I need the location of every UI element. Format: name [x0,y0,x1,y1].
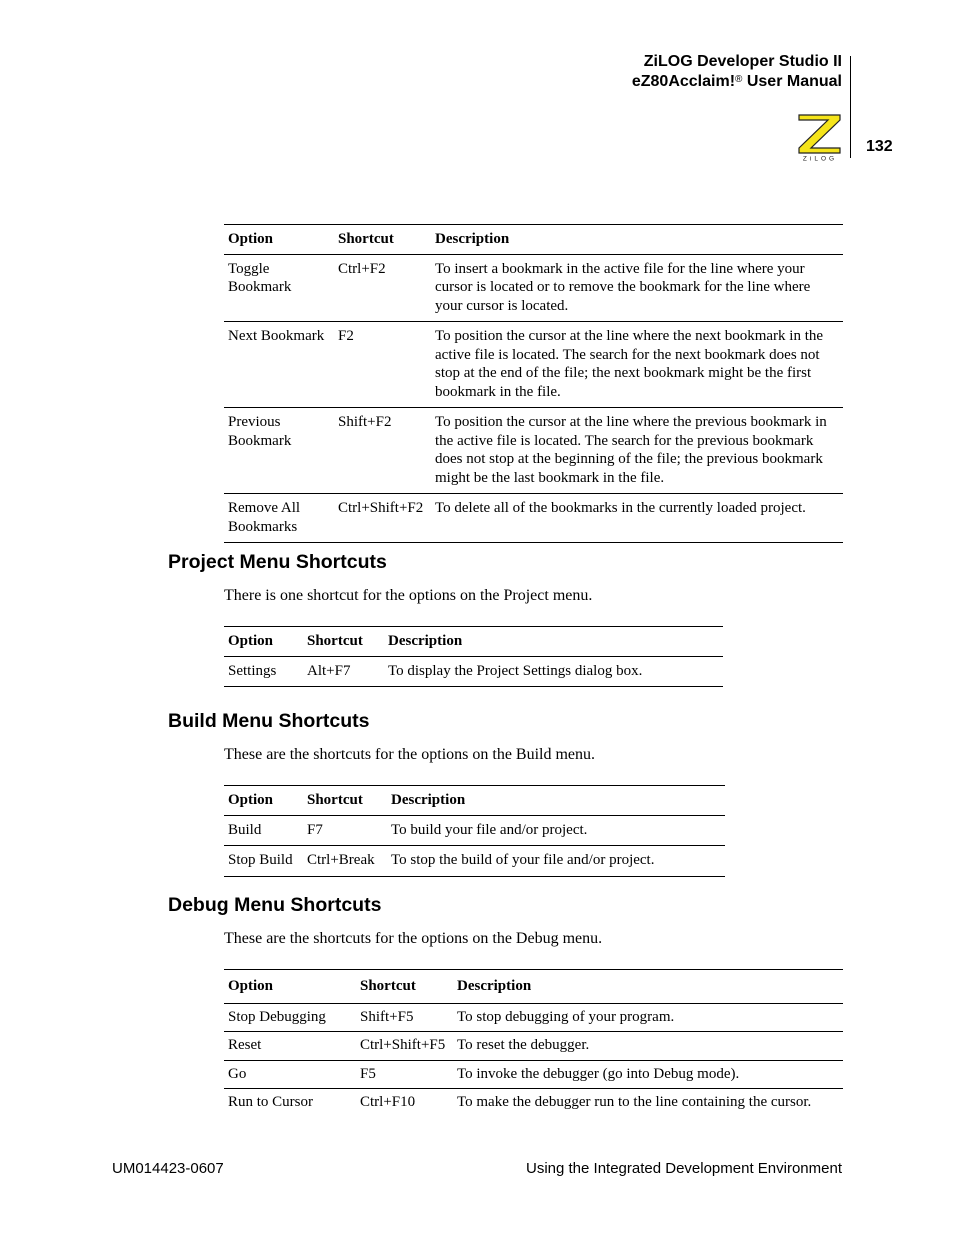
project-shortcuts-table [224,626,723,687]
shortcut-cell: F2 [334,322,431,408]
column-header-description: Description [387,786,725,816]
footer-document-id: UM014423-0607 [112,1160,224,1177]
table-header-row [224,970,843,1004]
header-divider [850,56,851,158]
description-cell: To make the debugger run to the line containing the cursor. [457,1094,812,1110]
bookmark-shortcuts-table [224,224,843,543]
shortcut-cell: Shift+F2 [334,408,431,494]
table-row [224,1032,843,1061]
page-number: 132 [866,138,893,155]
column-header-shortcut: Shortcut [303,786,387,816]
table-row [224,254,843,322]
table-row [224,1060,843,1089]
column-header-shortcut: Shortcut [334,225,431,255]
description-cell: To build your file and/or project. [387,815,725,846]
shortcut-cell: Ctrl+F10 [360,1094,416,1110]
section-intro-project: There is one shortcut for the options on the Project menu. [224,587,593,604]
option-cell: Stop Build [224,846,303,877]
description-cell: To display the Project Settings dialog box. [384,656,723,687]
table-row [224,815,725,846]
description-cell: To position the cursor at the line where the next bookmark in the active file is located. The search for the next bookmark does not stop at the end of the file; the next bookmark might be the first bookmark in the file. [431,322,843,408]
column-header-description: Description [431,225,843,255]
table-header-row [224,225,843,255]
shortcut-cell: Ctrl+Shift+F2 [334,494,431,543]
column-header-description: Description [453,970,843,1004]
description-cell: To reset the debugger. [453,1032,843,1061]
document-subtitle: eZ80Acclaim!® User Manual [631,73,842,90]
description-cell: To insert a bookmark in the active file for the line where your cursor is located or to remove the bookmark for the line where your cursor is located. [431,254,843,322]
option-cell: Stop Debugging [224,1003,356,1032]
shortcut-cell: Ctrl+Break [303,846,387,877]
description-cell: To invoke the debugger (go into Debug mode). [453,1060,843,1089]
option-cell: Previous Bookmark [224,408,334,494]
zilog-logo [796,112,844,162]
option-cell: Go [224,1060,356,1089]
table-row [224,656,723,687]
option-cell: Build [224,815,303,846]
option-cell: Settings [224,656,303,687]
debug-shortcuts-table [224,969,843,1117]
table-header-row [224,627,723,657]
option-cell: Next Bookmark [224,322,334,408]
column-header-shortcut: Shortcut [303,627,384,657]
option-cell: Remove All Bookmarks [224,494,334,543]
section-intro-build: These are the shortcuts for the options on the Build menu. [224,746,596,763]
build-shortcuts-table [224,785,725,877]
footer-chapter-title: Using the Integrated Development Environment [525,1160,842,1177]
shortcut-cell: Shift+F5 [356,1003,453,1032]
section-heading-debug: Debug Menu Shortcuts [168,894,382,916]
table-row [224,322,843,408]
description-cell: To position the cursor at the line where the previous bookmark in the active file is located. The search for the previous bookmark does not stop at the beginning of the file; the previous bookmark might be the last bookmark in the file. [431,408,843,494]
option-cell: Run to Cursor [228,1094,314,1110]
option-cell: Toggle Bookmark [224,254,334,322]
description-cell: To delete all of the bookmarks in the currently loaded project. [431,494,843,543]
table-row [224,408,843,494]
shortcut-cell: Ctrl+Shift+F5 [356,1032,453,1061]
column-header-option: Option [224,970,356,1004]
table-row [224,846,725,877]
table-row [224,494,843,543]
column-header-option: Option [224,627,303,657]
shortcut-cell: F7 [303,815,387,846]
column-header-shortcut: Shortcut [356,970,453,1004]
shortcut-cell: Alt+F7 [303,656,384,687]
column-header-description: Description [384,627,723,657]
section-intro-debug: These are the shortcuts for the options on the Debug menu. [224,930,603,947]
description-cell: To stop the build of your file and/or project. [387,846,725,877]
table-row [224,1003,843,1032]
shortcut-cell: Ctrl+F2 [334,254,431,322]
description-cell: To stop debugging of your program. [453,1003,843,1032]
shortcut-cell: F5 [356,1060,453,1089]
table-row [224,1089,843,1117]
option-cell: Reset [224,1032,356,1061]
section-heading-build: Build Menu Shortcuts [168,710,370,732]
column-header-option: Option [224,225,334,255]
table-header-row [224,786,725,816]
svg-text:ZiLOG: ZiLOG [802,155,838,162]
section-heading-project: Project Menu Shortcuts [168,551,387,573]
document-title: ZiLOG Developer Studio II [643,53,842,70]
column-header-option: Option [224,786,303,816]
